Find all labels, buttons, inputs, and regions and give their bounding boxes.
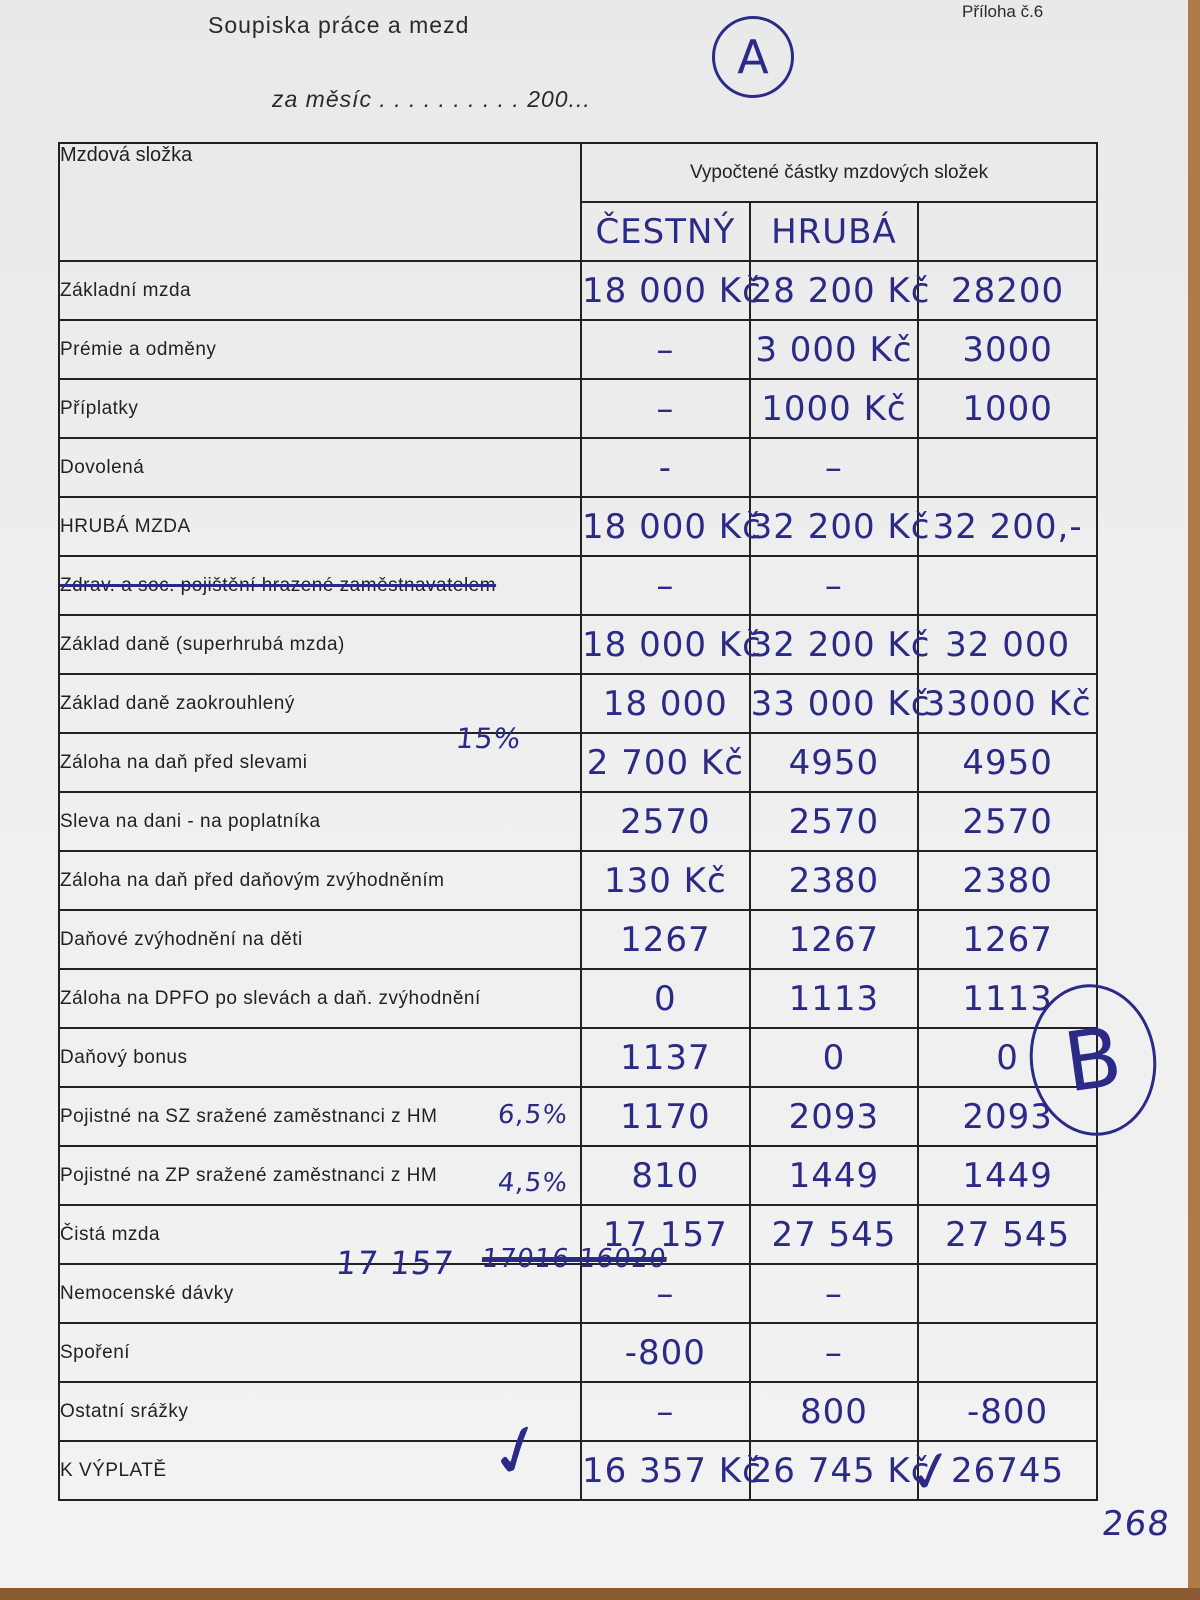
table-row bbox=[59, 438, 1097, 497]
handwritten-value: 2093 bbox=[962, 1096, 1053, 1137]
row-value-2 bbox=[750, 674, 931, 733]
desk-background bbox=[0, 1588, 1200, 1600]
handwritten-value: 2570 bbox=[962, 801, 1053, 842]
handwritten-value: 1000 Kč bbox=[761, 388, 907, 429]
handwritten-value: – bbox=[824, 1273, 843, 1314]
handwritten-value: 18 000 Kč bbox=[582, 624, 762, 665]
row-value-2 bbox=[750, 379, 919, 438]
handwritten-value: 27 545 bbox=[945, 1214, 1071, 1255]
column-header-3 bbox=[918, 202, 1097, 261]
row-value-1 bbox=[581, 320, 750, 379]
handwritten-value: 32 200 Kč bbox=[750, 624, 931, 665]
handwritten-value: – bbox=[656, 388, 675, 429]
handwritten-value: 4950 bbox=[962, 742, 1053, 783]
row-value-1 bbox=[581, 733, 750, 792]
table-row bbox=[59, 851, 1097, 910]
row-value-3 bbox=[918, 438, 1097, 497]
handwritten-value: 1113 bbox=[962, 978, 1053, 1019]
table-header-row bbox=[59, 143, 1097, 202]
row-label: Záloha na daň před daňovým zvýhodněním bbox=[59, 851, 581, 910]
handwritten-value: 2570 bbox=[620, 801, 711, 842]
row-value-2 bbox=[750, 261, 931, 320]
row-value-2 bbox=[750, 969, 919, 1028]
row-label: Sleva na dani - na poplatníka bbox=[59, 792, 581, 851]
handwritten-value: 0 bbox=[654, 978, 677, 1019]
row-value-1 bbox=[581, 379, 750, 438]
table-row bbox=[59, 1323, 1097, 1382]
handwritten-value: 3 000 Kč bbox=[755, 329, 913, 370]
row-value-1 bbox=[581, 615, 762, 674]
extra-right-note: 268 bbox=[1099, 1504, 1173, 1544]
handwritten-value: 26745 bbox=[951, 1450, 1065, 1491]
document-title: Soupiska práce a mezd bbox=[208, 12, 470, 38]
row-value-1 bbox=[581, 1087, 750, 1146]
handwritten-value: 0 bbox=[822, 1037, 846, 1078]
row-value-2 bbox=[750, 1146, 919, 1205]
row-value-1 bbox=[581, 438, 750, 497]
handwritten-value: 33 000 Kč bbox=[750, 683, 931, 724]
row-value-2 bbox=[750, 910, 919, 969]
handwritten-value: 18 000 Kč bbox=[582, 506, 762, 547]
row-value-2 bbox=[750, 1264, 919, 1323]
handwritten-value: 1267 bbox=[962, 919, 1053, 960]
handwritten-value: 32 200 Kč bbox=[750, 506, 931, 547]
row-label: Pojistné na SZ sražené zaměstnanci z HM bbox=[59, 1087, 581, 1146]
handwritten-value: 2093 bbox=[788, 1096, 880, 1137]
row-label: K VÝPLATĚ bbox=[59, 1441, 581, 1500]
handwritten-value: 18 000 Kč bbox=[582, 270, 762, 311]
sz-rate-note: 6,5% bbox=[496, 1100, 570, 1130]
handwritten-value: 32 200,- bbox=[932, 506, 1083, 547]
row-value-3 bbox=[918, 320, 1097, 379]
column-header-2: HRUBÁ bbox=[750, 202, 919, 261]
handwritten-value: 2380 bbox=[788, 860, 880, 901]
table-row bbox=[59, 733, 1097, 792]
handwritten-value: 2380 bbox=[962, 860, 1053, 901]
handwritten-value: 810 bbox=[631, 1155, 700, 1196]
row-value-2 bbox=[750, 851, 919, 910]
row-value-1 bbox=[581, 1146, 750, 1205]
handwritten-value: 1449 bbox=[788, 1155, 880, 1196]
table-row bbox=[59, 261, 1097, 320]
payroll-table bbox=[58, 142, 1098, 1501]
row-label: Daňové zvýhodnění na děti bbox=[59, 910, 581, 969]
handwritten-value: – bbox=[824, 1332, 843, 1373]
table-row bbox=[59, 910, 1097, 969]
handwritten-value: – bbox=[656, 329, 675, 370]
row-label: Prémie a odměny bbox=[59, 320, 581, 379]
row-label: Příplatky bbox=[59, 379, 581, 438]
handwritten-value: 17 157 bbox=[602, 1214, 728, 1255]
row-label: Zdrav. a soc. pojištění hrazené zaměstnavatelem bbox=[59, 556, 581, 615]
row-value-1 bbox=[581, 556, 750, 615]
handwritten-value: 1137 bbox=[620, 1037, 711, 1078]
table-row bbox=[59, 556, 1097, 615]
row-value-1 bbox=[581, 1323, 750, 1382]
row-label: Daňový bonus bbox=[59, 1028, 581, 1087]
row-value-1 bbox=[581, 674, 750, 733]
checkmark-icon: ✓ bbox=[476, 1402, 558, 1500]
net-wage-side-note: 17 157 bbox=[334, 1244, 456, 1282]
row-value-1 bbox=[581, 1441, 762, 1500]
values-header: Vypočtené částky mzdových složek bbox=[581, 143, 1097, 202]
handwritten-value: 26 745 Kč bbox=[750, 1450, 931, 1491]
table-row bbox=[59, 792, 1097, 851]
handwritten-value: – bbox=[656, 1273, 675, 1314]
row-label: Čistá mzda bbox=[59, 1205, 581, 1264]
handwritten-value: 28200 bbox=[951, 270, 1065, 311]
handwritten-value: -800 bbox=[624, 1332, 706, 1373]
handwritten-value: – bbox=[824, 447, 843, 488]
handwritten-value: – bbox=[824, 565, 843, 606]
row-label: Záloha na daň před slevami bbox=[59, 733, 581, 792]
row-value-2 bbox=[750, 1028, 919, 1087]
circle-a-mark: A bbox=[712, 16, 794, 98]
attachment-label: Příloha č.6 bbox=[962, 2, 1044, 21]
column-header-1: ČESTNÝ bbox=[581, 202, 750, 261]
row-value-2 bbox=[750, 1323, 919, 1382]
row-value-2 bbox=[750, 1087, 919, 1146]
handwritten-value: 2 700 Kč bbox=[586, 742, 744, 783]
row-value-2 bbox=[750, 438, 919, 497]
row-value-2 bbox=[750, 1382, 919, 1441]
handwritten-value: 800 bbox=[799, 1391, 868, 1432]
handwritten-value: 32 000 bbox=[945, 624, 1071, 665]
row-value-3 bbox=[918, 674, 1097, 733]
handwritten-value: 1267 bbox=[620, 919, 711, 960]
handwritten-value: 0 bbox=[996, 1037, 1019, 1078]
row-value-2 bbox=[750, 1205, 919, 1264]
row-value-2 bbox=[750, 556, 919, 615]
row-value-3 bbox=[918, 792, 1097, 851]
row-label: Základ daně (superhrubá mzda) bbox=[59, 615, 581, 674]
handwritten-value: 3000 bbox=[962, 329, 1053, 370]
row-label: Základní mzda bbox=[59, 261, 581, 320]
row-value-3 bbox=[918, 497, 1097, 556]
row-value-2 bbox=[750, 497, 931, 556]
row-value-1 bbox=[581, 792, 750, 851]
table-row bbox=[59, 969, 1097, 1028]
table-row bbox=[59, 674, 1097, 733]
row-label: Dovolená bbox=[59, 438, 581, 497]
row-value-3 bbox=[918, 1205, 1097, 1264]
row-value-3 bbox=[918, 261, 1097, 320]
handwritten-value: – bbox=[656, 565, 675, 606]
table-row bbox=[59, 1146, 1097, 1205]
row-value-3 bbox=[918, 1264, 1097, 1323]
handwritten-value: 1449 bbox=[962, 1155, 1053, 1196]
handwritten-value: 33000 Kč bbox=[923, 683, 1092, 724]
row-value-3 bbox=[918, 851, 1097, 910]
handwritten-value: 1000 bbox=[962, 388, 1053, 429]
row-value-2 bbox=[750, 792, 919, 851]
row-value-1 bbox=[581, 261, 762, 320]
table-row bbox=[59, 1382, 1097, 1441]
row-value-1 bbox=[581, 910, 750, 969]
row-value-3 bbox=[918, 733, 1097, 792]
row-label: Základ daně zaokrouhlený bbox=[59, 674, 581, 733]
table-row bbox=[59, 320, 1097, 379]
handwritten-value: 4950 bbox=[788, 742, 880, 783]
handwritten-value: 1267 bbox=[788, 919, 880, 960]
handwritten-value: 130 Kč bbox=[603, 860, 727, 901]
handwritten-value: 1113 bbox=[788, 978, 880, 1019]
zp-rate-note: 4,5% bbox=[496, 1168, 570, 1198]
row-value-3 bbox=[918, 910, 1097, 969]
row-value-1 bbox=[581, 1382, 750, 1441]
table-row bbox=[59, 1087, 1097, 1146]
table-row bbox=[59, 615, 1097, 674]
handwritten-value: 28 200 Kč bbox=[750, 270, 931, 311]
row-label: Ostatní srážky bbox=[59, 1382, 581, 1441]
handwritten-value: -800 bbox=[967, 1391, 1049, 1432]
handwritten-value: 18 000 bbox=[602, 683, 728, 724]
handwritten-value: - bbox=[658, 447, 672, 488]
handwritten-value: – bbox=[656, 1391, 675, 1432]
month-line: za měsíc . . . . . . . . . . 200... bbox=[272, 86, 591, 112]
row-value-1 bbox=[581, 851, 750, 910]
row-label: Pojistné na ZP sražené zaměstnanci z HM bbox=[59, 1146, 581, 1205]
row-value-1 bbox=[581, 497, 762, 556]
row-value-3 bbox=[918, 379, 1097, 438]
row-value-2 bbox=[750, 320, 919, 379]
table-row bbox=[59, 497, 1097, 556]
row-value-3 bbox=[918, 615, 1097, 674]
circle-b-mark: B bbox=[1020, 976, 1166, 1144]
row-label: HRUBÁ MZDA bbox=[59, 497, 581, 556]
checkmark-icon: ✓ bbox=[901, 1435, 962, 1510]
table-row bbox=[59, 379, 1097, 438]
row-value-1 bbox=[581, 1028, 750, 1087]
row-value-3 bbox=[918, 1146, 1097, 1205]
handwritten-value: 2570 bbox=[788, 801, 880, 842]
table-row bbox=[59, 1028, 1097, 1087]
component-header: Mzdová složka bbox=[59, 143, 581, 261]
row-value-3 bbox=[918, 1323, 1097, 1382]
row-value-2 bbox=[750, 615, 931, 674]
row-value-3 bbox=[918, 556, 1097, 615]
handwritten-value: 27 545 bbox=[771, 1214, 897, 1255]
row-label: Nemocenské dávky bbox=[59, 1264, 581, 1323]
row-label: Spoření bbox=[59, 1323, 581, 1382]
row-value-1 bbox=[581, 969, 750, 1028]
row-value-3 bbox=[918, 1382, 1097, 1441]
handwritten-value: 16 357 Kč bbox=[582, 1450, 762, 1491]
row-value-2 bbox=[750, 733, 919, 792]
handwritten-value: 1170 bbox=[620, 1096, 711, 1137]
row-value-2 bbox=[750, 1441, 931, 1500]
struck-out-values: 17016 16020 bbox=[480, 1244, 669, 1274]
row-label: Záloha na DPFO po slevách a daň. zvýhodnění bbox=[59, 969, 581, 1028]
tax-rate-note: 15% bbox=[454, 722, 523, 755]
